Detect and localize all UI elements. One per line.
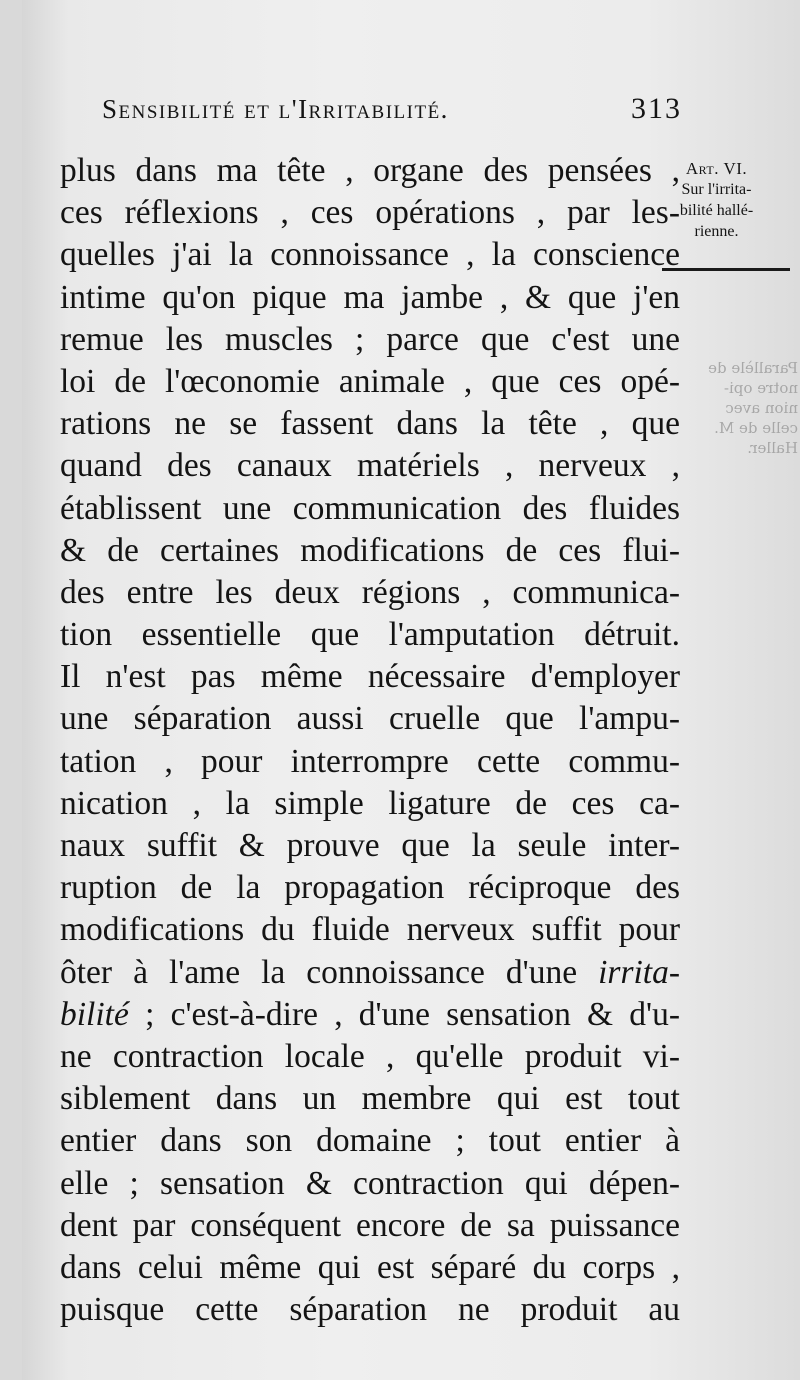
text-line	[60, 994, 680, 1036]
text-line: elle ; sensation & contraction qui dépen-	[60, 1164, 680, 1202]
page-header	[102, 92, 682, 126]
book-page	[22, 0, 800, 1380]
margin-note-line: Sur l'irrita-	[681, 181, 752, 198]
text-line: dans celui même qui est séparé du corps ,	[60, 1248, 680, 1286]
text-line: remue les muscles ; parce que c'est une	[60, 320, 680, 358]
text-line: entier dans son domaine ; tout entier à	[60, 1122, 680, 1160]
text-line: une séparation aussi cruelle que l'ampu-	[60, 700, 680, 738]
text-line: ruption de la propagation réciproque des	[60, 869, 680, 907]
text-line: naux suffit & prouve que la seule inter-	[60, 827, 680, 864]
text-line: siblement dans un membre qui est tout	[60, 1080, 680, 1118]
margin-note-article: Art. VI.	[685, 159, 748, 178]
text-line: nication , la simple ligature de ces ca-	[60, 784, 680, 822]
text-line: rations ne se fassent dans la tête , que	[60, 405, 680, 443]
running-title: Sensibilité et l'Irritabilité.	[102, 94, 449, 124]
text-line: ne contraction locale , qu'elle produit vi-	[60, 1037, 680, 1075]
text-line: tation , pour interrompre cette commu-	[60, 742, 680, 780]
page-number: 313	[631, 92, 682, 125]
text-line: loi de l'œconomie animale , que ces opé-	[60, 362, 680, 400]
text-line: & de certaines modifications de ces flui-	[60, 531, 680, 569]
text-line: dent par conséquent encore de sa puissance	[60, 1206, 680, 1244]
italic-segment: irrita-	[598, 953, 681, 991]
text-line: tion essentielle que l'amputation détruit.	[60, 616, 680, 654]
bleed-through-text	[688, 358, 798, 458]
text-line: établissent une communication des fluides	[60, 489, 680, 527]
margin-note-line: bilité hallé-	[679, 202, 754, 219]
text-line: plus dans ma tête , organe des pensées ,	[60, 152, 680, 189]
text-line: des entre les deux régions , communica-	[60, 573, 680, 611]
bleed-line: notre opi-	[723, 379, 798, 397]
text-line: Il n'est pas même nécessaire d'employer	[60, 658, 680, 696]
text-line: quand des canaux matériels , nerveux ,	[60, 447, 680, 485]
bleed-line: Parallèle de	[708, 359, 798, 377]
text-line	[60, 952, 680, 994]
text-line: quelles j'ai la connoissance , la conscience	[60, 236, 680, 274]
margin-rule	[662, 268, 790, 271]
text-line: puisque cette séparation ne produit au	[60, 1291, 680, 1329]
margin-note-line: rienne.	[694, 223, 739, 240]
text-line: modifications du fluide nerveux suffit pour	[60, 911, 680, 949]
text-segment: ; c'est-à-dire , d'une sensation & d'u-	[145, 995, 680, 1033]
text-segment: ôter à l'ame la connoissance d'une	[60, 953, 578, 991]
bleed-line: Haller.	[747, 439, 798, 457]
italic-segment: bilité	[60, 995, 129, 1033]
body-text	[60, 150, 680, 1331]
text-line: intime qu'on pique ma jambe , & que j'en	[60, 278, 680, 316]
bleed-line: nion avec	[725, 399, 798, 417]
bleed-line: celle de M.	[714, 419, 798, 437]
text-line: ces réflexions , ces opérations , par les-	[60, 194, 680, 232]
